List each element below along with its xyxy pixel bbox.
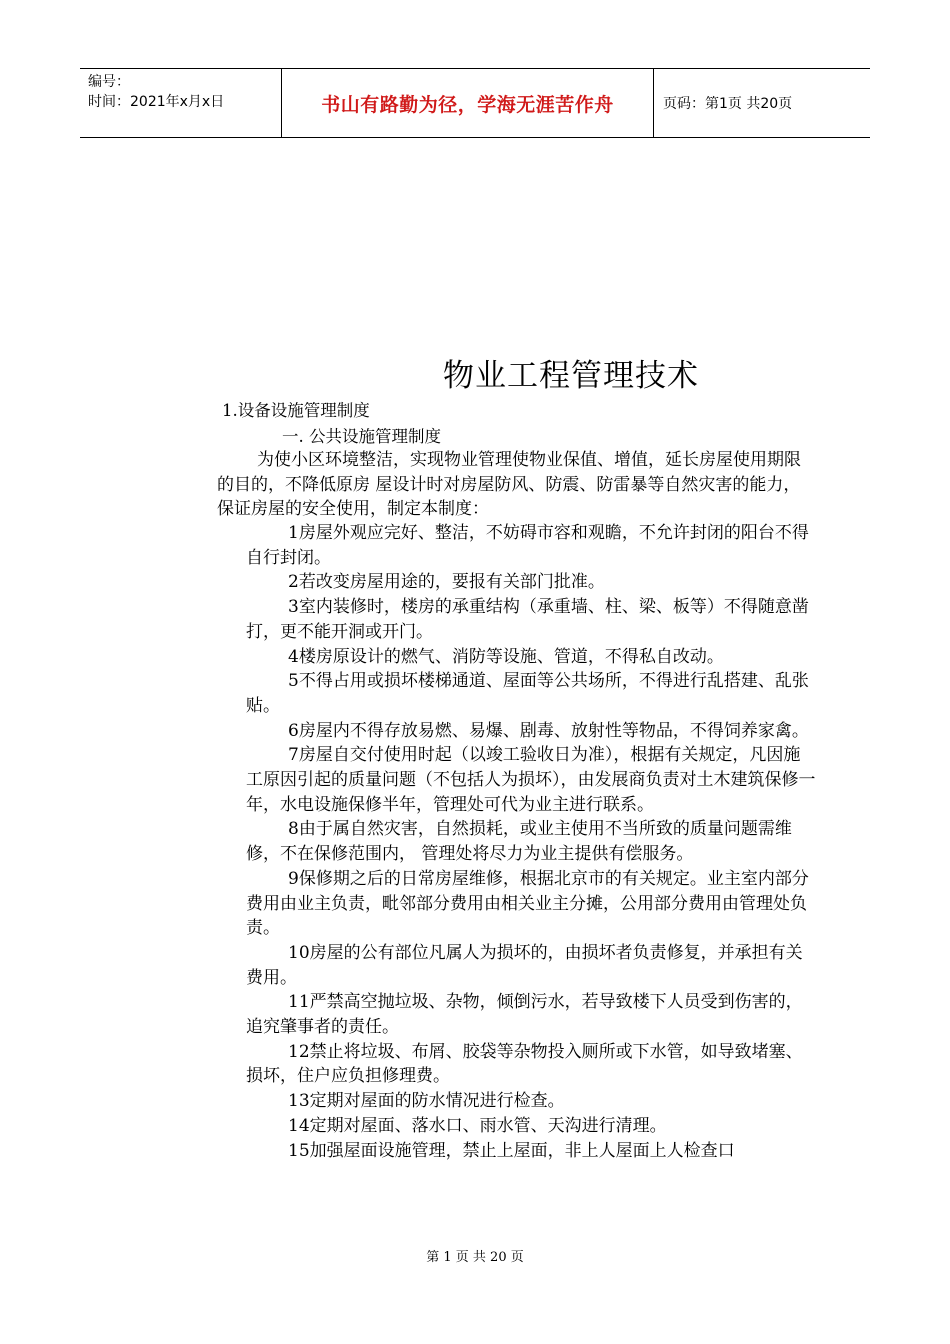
rule-item: 8由于属自然灾害，自然损耗，或业主使用不当所致的质量问题需维修，不在保修范围内， 管理处将尽力为业主提供有偿服务。 bbox=[246, 819, 792, 865]
section-heading-2: 一. 公共设施管理制度 bbox=[282, 427, 441, 446]
rule-item: 6房屋内不得存放易燃、易爆、剧毒、放射性等物品，不得饲养家禽。 bbox=[288, 720, 809, 741]
rule-item: 12禁止将垃圾、布屑、胶袋等杂物投入厕所或下水管，如导致堵塞、损坏，住户应负担修理费。 bbox=[246, 1041, 803, 1087]
header-page-info: 页码：第1页 共20页 bbox=[663, 96, 793, 112]
header-motto-cell bbox=[282, 69, 654, 137]
rule-item: 10房屋的公有部位凡属人为损坏的，由损坏者负责修复，并承担有关费用。 bbox=[246, 942, 803, 988]
rule-item: 4楼房原设计的燃气、消防等设施、管道，不得私自改动。 bbox=[288, 646, 724, 667]
rule-item: 15加强屋面设施管理，禁止上屋面，非上人屋面上人检查口 bbox=[288, 1140, 735, 1161]
document-time-label: 时间：2021年x月x日 bbox=[88, 94, 225, 110]
rule-item: 3室内装修时，楼房的承重结构（承重墙、柱、梁、板等）不得随意凿打，更不能开洞或开门。 bbox=[246, 597, 809, 642]
rule-item: 5不得占用或损坏楼梯通道、屋面等公共场所，不得进行乱搭建、乱张贴。 bbox=[246, 671, 809, 716]
header-meta-cell bbox=[80, 69, 282, 137]
rule-item: 11严禁高空抛垃圾、杂物，倾倒污水，若导致楼下人员受到伤害的，追究肇事者的责任。 bbox=[246, 992, 803, 1038]
document-number-label: 编号： bbox=[88, 74, 130, 90]
header-motto: 书山有路勤为径，学海无涯苦作舟 bbox=[321, 93, 614, 116]
rule-item: 7房屋自交付使用时起（以竣工验收日为准），根据有关规定，凡因施工原因引起的质量问题（不包括人为损坏），由发展商负责对土木建筑保修一年，水电设施保修半年，管理处可代为业主进行联系。 bbox=[246, 745, 816, 815]
header-table bbox=[80, 68, 870, 138]
rule-list bbox=[246, 521, 816, 1163]
document-title: 物业工程管理技术 bbox=[443, 358, 699, 394]
section-heading-1: 1.设备设施管理制度 bbox=[222, 401, 370, 420]
rule-item: 13定期对屋面的防水情况进行检查。 bbox=[288, 1091, 565, 1112]
rule-item: 2若改变房屋用途的，要报有关部门批准。 bbox=[288, 572, 605, 593]
rule-item: 14定期对屋面、落水口、雨水管、天沟进行清理。 bbox=[288, 1115, 667, 1136]
rule-item: 1房屋外观应完好、整洁，不妨碍市容和观瞻，不允许封闭的阳台不得自行封闭。 bbox=[246, 523, 809, 568]
page-footer: 第 1 页 共 20 页 bbox=[426, 1250, 524, 1265]
rule-item: 9保修期之后的日常房屋维修，根据北京市的有关规定。业主室内部分费用由业主负责，毗邻部分费用由相关业主分摊，公用部分费用由管理处负责。 bbox=[246, 868, 809, 939]
header-page-cell bbox=[654, 69, 870, 137]
intro-paragraph-block bbox=[217, 448, 817, 522]
intro-paragraph: 为使小区环境整洁，实现物业管理使物业保值、增值，延长房屋使用期限的目的，不降低原房 屋设计时对房屋防风、防震、防雷暴等自然灾害的能力，保证房屋的安全使用，制定本制度： bbox=[217, 450, 801, 520]
